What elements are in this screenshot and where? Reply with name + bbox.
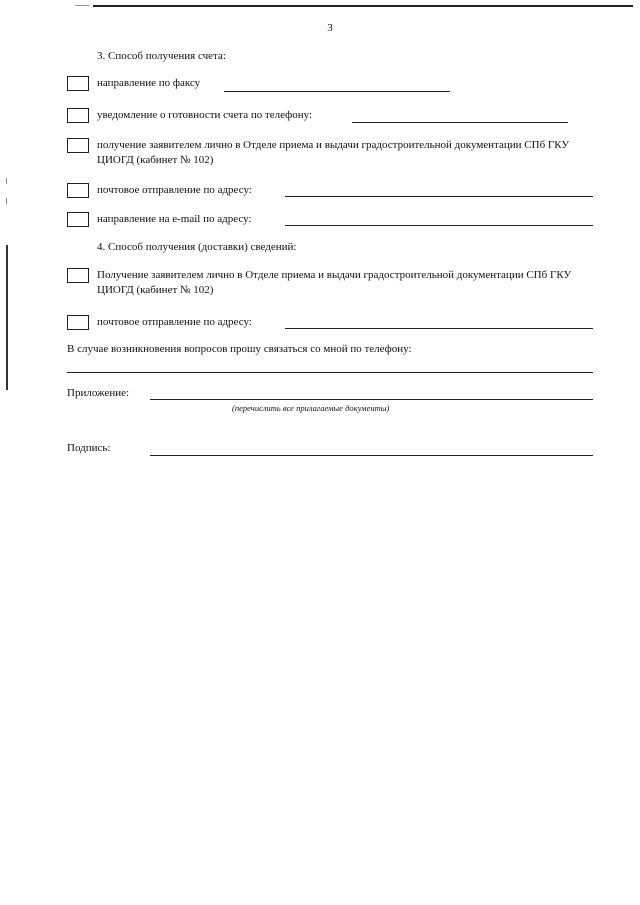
post4-address-input-line[interactable] — [285, 328, 593, 329]
option-in-person-label: получение заявителем лично в Отделе приема и выдачи градостроительной документации СПб ГКУ ЦИОГД (кабинет № 102) — [97, 139, 570, 166]
attachment-label: Приложение: — [67, 387, 130, 399]
signature-label: Подпись: — [67, 442, 111, 454]
scan-margin-mark — [6, 245, 8, 390]
scan-margin-mark — [6, 198, 7, 204]
option-phone-notice — [67, 108, 592, 130]
attachment-hint: (перечислить все прилагаемые документы) — [232, 403, 390, 413]
option-email — [67, 212, 592, 234]
checkbox-fax[interactable] — [67, 76, 89, 91]
option4-post — [67, 315, 592, 337]
email-address-input-line[interactable] — [285, 225, 593, 226]
contact-phone-text: В случае возникновения вопросов прошу связаться со мной по телефону: — [67, 343, 412, 355]
checkbox-in-person[interactable] — [67, 138, 89, 153]
option-in-person — [67, 138, 592, 170]
scan-margin-mark — [6, 178, 7, 184]
checkbox-phone-notice[interactable] — [67, 108, 89, 123]
contact-phone-input-line[interactable] — [67, 372, 593, 373]
checkbox4-in-person[interactable] — [67, 268, 89, 283]
option4-in-person — [67, 268, 592, 300]
section3-heading: 3. Способ получения счета: — [97, 50, 226, 62]
checkbox-post[interactable] — [67, 183, 89, 198]
phone-notice-input-line[interactable] — [352, 122, 568, 123]
option-fax-label: направление по факсу — [97, 77, 201, 89]
checkbox-email[interactable] — [67, 212, 89, 227]
page-number: 3 — [327, 22, 333, 34]
option-post-label: почтовое отправление по адресу: — [97, 184, 252, 196]
option-fax — [67, 76, 592, 98]
option4-in-person-label: Получение заявителем лично в Отделе приема и выдачи градостроительной документации СПб ГКУ ЦИОГД (кабинет № 102) — [97, 269, 572, 296]
post-address-input-line[interactable] — [285, 196, 593, 197]
top-rule-fragment — [75, 5, 89, 6]
attachment-input-line[interactable] — [150, 399, 593, 400]
option-phone-notice-label: уведомление о готовности счета по телефону: — [97, 109, 313, 121]
checkbox4-post[interactable] — [67, 315, 89, 330]
option-post — [67, 183, 592, 205]
section4-heading: 4. Способ получения (доставки) сведений: — [97, 241, 297, 253]
signature-input-line[interactable] — [150, 455, 593, 456]
fax-input-line[interactable] — [224, 91, 450, 92]
option-email-label: направление на e-mail по адресу: — [97, 213, 252, 225]
top-rule — [93, 5, 633, 7]
option4-post-label: почтовое отправление по адресу: — [97, 316, 252, 328]
